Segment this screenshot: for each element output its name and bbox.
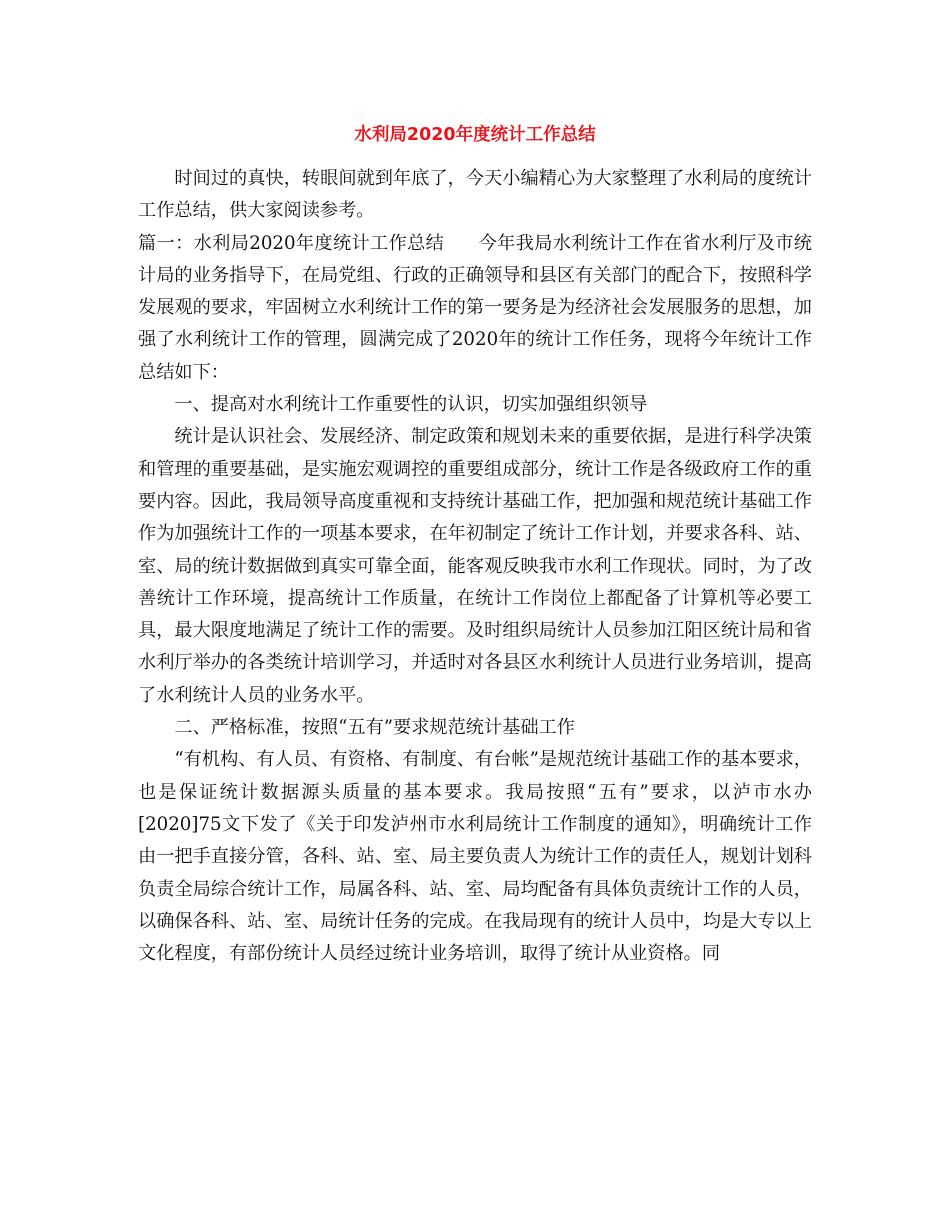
section-paragraph-2: “有机构、有人员、有资格、有制度、有台帐”是规范统计基础工作的基本要求，也是保证统计数据源头质量的基本要求。我局按照“五有”要求，以泸市水办[2020]75文下发了《关于印发泸州市水利局统计工作制度的通知》，明确统计工作由一把手直接分管，各科、站、室、局主要负责人为统计工作的责任人，规划计划科负责全局综合统计工作，局属各科、站、室、局均配备有具体负责统计工作的人员，以确保各科、站、室、局统计任务的完成。在我局现有的统计人员中，均是大专以上文化程度，有部份统计人员经过统计业务培训，取得了统计从业资格。同 bbox=[138, 749, 812, 965]
article-opening-text: 今年我局水利统计工作在省水利厅及市统计局的业务指导下，在局党组、行政的正确领导和县区有关部门的配合下，按照科学发展观的要求，牢固树立水利统计工作的第一要务是为经济社会发展服务的思想，加强了水利统计工作的管理，圆满完成了2020年的统计工作任务，现将今年统计工作总结如下： bbox=[138, 232, 812, 383]
section-heading-2: 二、严格标准，按照“五有”要求规范统计基础工作 bbox=[174, 717, 575, 739]
section-heading-1: 一、提高对水利统计工作重要性的认识，切实加强组织领导 bbox=[174, 394, 648, 416]
intro-paragraph: 时间过的真快，转眼间就到年底了，今天小编精心为大家整理了水利局的度统计工作总结，供大家阅读参考。 bbox=[138, 168, 812, 222]
article-opening-paragraph bbox=[138, 228, 812, 389]
article-label: 篇一：水利局2020年度统计工作总结 bbox=[138, 232, 445, 254]
document-title: 水利局2020年度统计工作总结 bbox=[354, 125, 596, 145]
document-body bbox=[138, 163, 812, 970]
section-paragraph-1: 统计是认识社会、发展经济、制定政策和规划未来的重要依据，是进行科学决策和管理的重要基础，是实施宏观调控的重要组成部分，统计工作是各级政府工作的重要内容。因此，我局领导高度重视和支持统计基础工作，把加强和规范统计基础工作作为加强统计工作的一项基本要求，在年初制定了统计工作计划，并要求各科、站、室、局的统计数据做到真实可靠全面，能客观反映我市水利工作现状。同时，为了改善统计工作环境，提高统计工作质量，在统计工作岗位上都配备了计算机等必要工具，最大限度地满足了统计工作的需要。及时组织局统计人员参加江阳区统计局和省水利厅举办的各类统计培训学习，并适时对各县区水利统计人员进行业务培训，提高了水利统计人员的业务水平。 bbox=[138, 426, 812, 706]
